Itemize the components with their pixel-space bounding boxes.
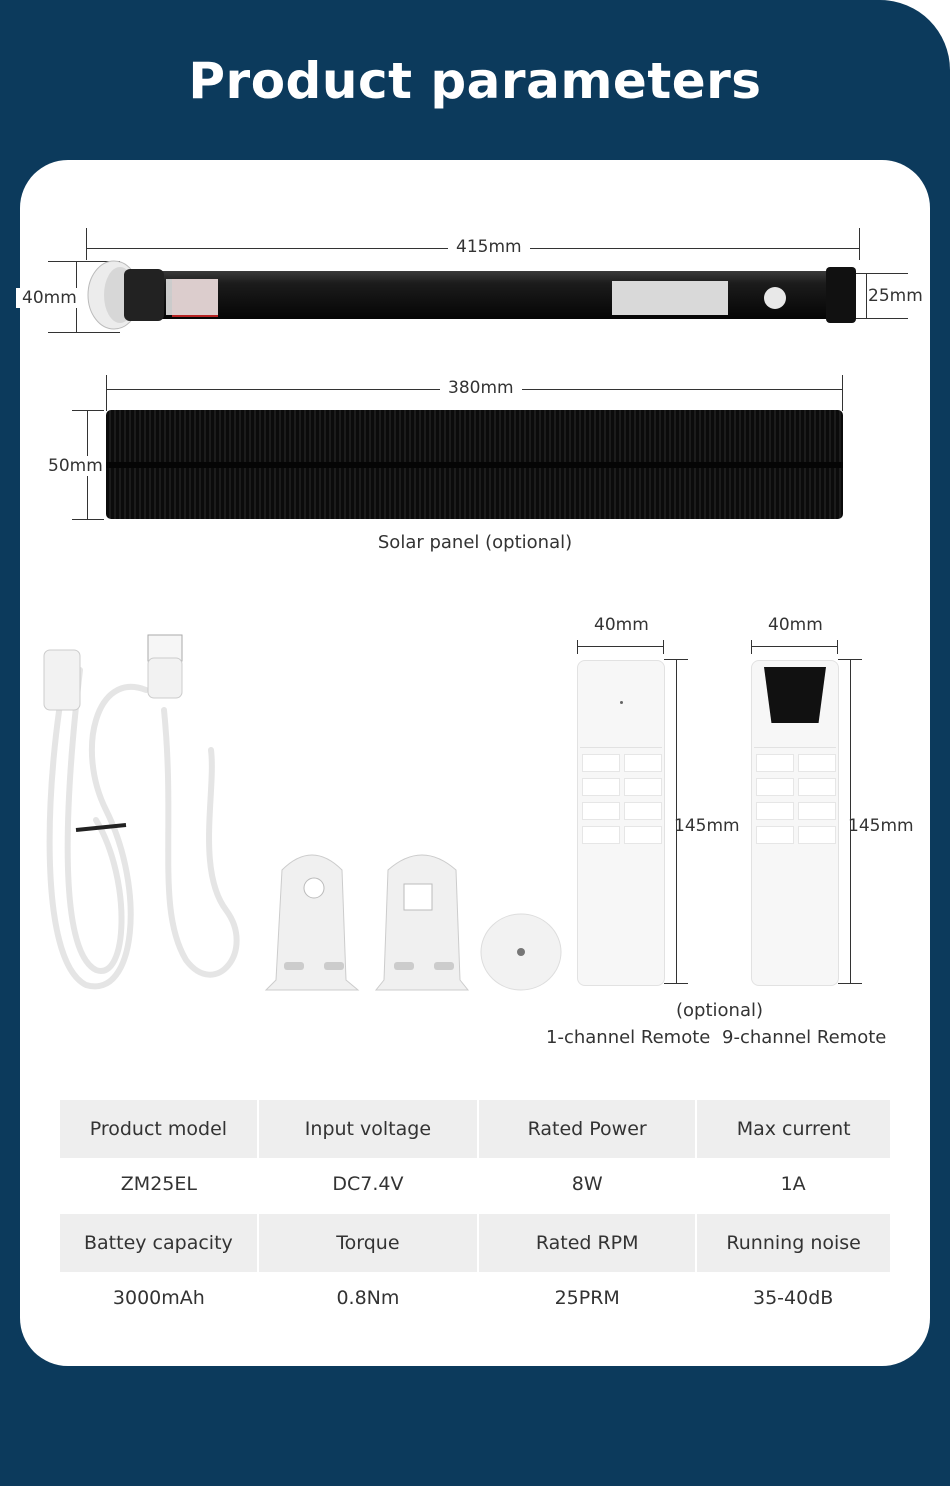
spec-header-row — [60, 1214, 890, 1272]
spec-value-cell: DC7.4V — [332, 1173, 404, 1195]
spec-value-cell: ZM25EL — [120, 1173, 197, 1195]
solar-panel-image — [106, 410, 843, 519]
spec-value-cell: 3000mAh — [112, 1287, 205, 1309]
solar-height-label: 50mm — [42, 456, 109, 476]
spec-header-cell: Running noise — [696, 1214, 890, 1272]
spec-value-cell: 8W — [571, 1173, 603, 1195]
remote1-height-label: 145mm — [674, 816, 740, 836]
charging-cable-image — [36, 630, 276, 1000]
motor-length-label: 415mm — [448, 237, 530, 257]
remote9-height-label: 145mm — [848, 816, 914, 836]
page-title: Product parameters — [188, 52, 762, 110]
remote9-screen — [764, 667, 826, 723]
remote9-width-label: 40mm — [760, 615, 831, 635]
spec-header-cell: Battey capacity — [60, 1214, 258, 1272]
spec-value-cell: 25PRM — [554, 1287, 620, 1309]
spec-value-cell: 35-40dB — [752, 1287, 834, 1309]
tubular-motor-image — [84, 255, 874, 335]
bracket-round-image — [262, 850, 362, 992]
bracket-square-image — [372, 850, 472, 992]
solar-length-label: 380mm — [440, 378, 522, 398]
motor-left-diameter-label: 40mm — [16, 288, 83, 308]
motor-right-diameter-label: 25mm — [868, 286, 923, 306]
spec-header-cell: Rated Power — [478, 1100, 696, 1158]
spec-header-cell: Rated RPM — [478, 1214, 696, 1272]
spec-header-cell: Max current — [696, 1100, 890, 1158]
spec-value-cell: 1A — [780, 1173, 806, 1195]
remote1-width-label: 40mm — [586, 615, 657, 635]
remotes-optional-label: (optional) — [676, 1000, 763, 1021]
remote1-body — [577, 660, 665, 986]
solar-panel-caption: Solar panel (optional) — [377, 532, 573, 553]
end-cap-image — [478, 912, 564, 992]
spec-header-cell: Product model — [60, 1100, 258, 1158]
remote9-caption: 9-channel Remote — [722, 1027, 887, 1048]
spec-header-cell: Torque — [258, 1214, 478, 1272]
spec-header-row — [60, 1100, 890, 1158]
remote1-caption: 1-channel Remote — [546, 1027, 711, 1048]
spec-value-row — [60, 1158, 890, 1210]
spec-header-cell: Input voltage — [258, 1100, 478, 1158]
spec-table — [60, 1100, 890, 1324]
remote9-body — [751, 660, 839, 986]
spec-value-row — [60, 1272, 890, 1324]
spec-value-cell: 0.8Nm — [336, 1287, 400, 1309]
